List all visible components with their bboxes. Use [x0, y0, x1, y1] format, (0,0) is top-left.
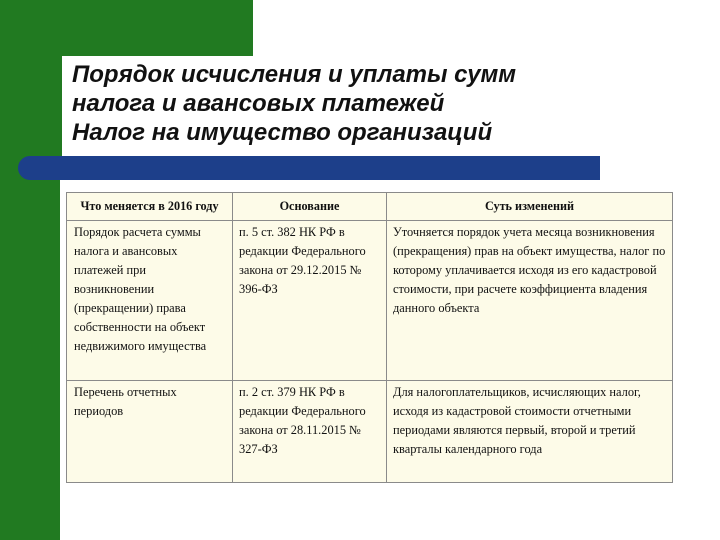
- title-underline-bar: [18, 156, 600, 180]
- title-line-3: Налог на имущество организаций: [72, 119, 493, 146]
- changes-table: [66, 192, 673, 483]
- header-what-changes: Что меняется в 2016 году: [67, 193, 233, 221]
- cell-essence: Для налогоплательщиков, исчисляющих налог, исходя из кадастровой стоимости отчетными периодами являются первый, второй и третий кварталы календарного года: [387, 381, 673, 483]
- table-header-row: [67, 193, 673, 221]
- cell-basis: п. 2 ст. 379 НК РФ в редакции Федерального закона от 28.11.2015 № 327-ФЗ: [233, 381, 387, 483]
- cell-essence: Уточняется порядок учета месяца возникновения (прекращения) прав на объект имущества, налог по которому уплачивается исходя из его кадастровой стоимости, при расчете коэффициента владения данного объекта: [387, 221, 673, 381]
- title-line-1: Порядок исчисления и уплаты сумм: [72, 61, 517, 88]
- header-basis: Основание: [233, 193, 387, 221]
- table-row: [67, 221, 673, 381]
- header-essence: Суть изменений: [387, 193, 673, 221]
- table-row: [67, 381, 673, 483]
- title-line-2: налога и авансовых платежей: [72, 90, 445, 117]
- cell-what: Перечень отчетных периодов: [67, 381, 233, 483]
- cell-basis: п. 5 ст. 382 НК РФ в редакции Федерального закона от 29.12.2015 № 396-ФЗ: [233, 221, 387, 381]
- slide-title: [72, 60, 632, 147]
- cell-what: Порядок расчета суммы налога и авансовых платежей при возникновении (прекращении) права собственности на объект недвижимого имущества: [67, 221, 233, 381]
